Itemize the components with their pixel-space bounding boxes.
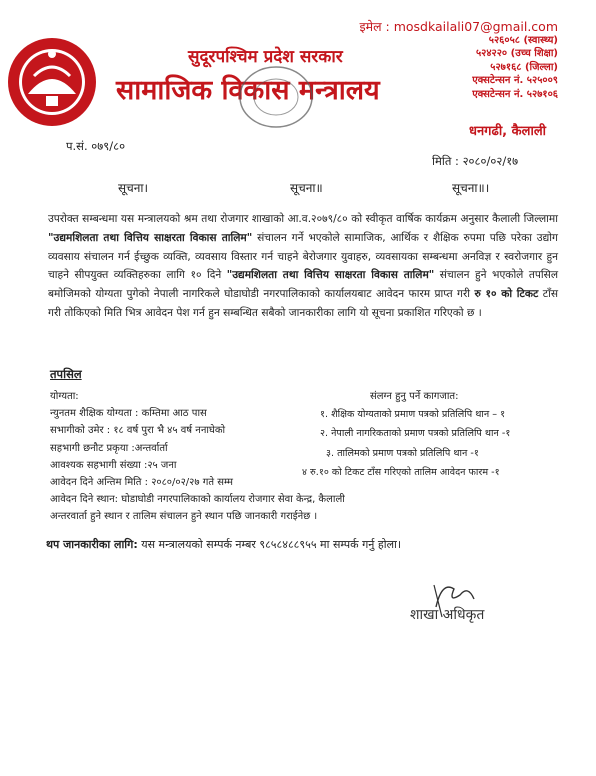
list-item: आवेदन दिने अन्तिम मिति : २०८०/०२/२७ गते सम्म — [50, 477, 233, 489]
list-item: १. शैक्षिक योग्यताको प्रमाण पत्रको प्रतिलिपि थान – १ — [320, 409, 506, 420]
body-text: संचालन हुने भएकोले तपसिल बमोजिमको योग्यता पुगेको नेपाली नागरिकले घोडाघोडी नगरपालिकाको कार्यालयबाट आवेदन फारम प्राप्त गरी — [48, 269, 559, 301]
email: इमेल : mosdkailali07@gmail.com — [359, 19, 558, 34]
government-emblem-logo — [6, 36, 98, 128]
list-item: ४ रु.१० को टिकट टाँस गरिएको तालिम आवेदन फारम -१ — [302, 466, 500, 478]
list-item: आवश्यक सहभागी संख्या :२५ जना — [50, 459, 177, 471]
contact-label: थप जानकारीका लागि: — [46, 538, 138, 551]
training-title: "उद्यमशिलता तथा वित्तिय साक्षरता विकास तालिम" — [226, 269, 435, 282]
notice-heading: सूचना। — [118, 181, 149, 195]
notice-body — [48, 210, 558, 323]
letter-date: मिति : २०८०/०२/१७ — [432, 154, 519, 168]
notice-heading: सूचना॥। — [452, 181, 490, 195]
ticket-fee: रु १० को टिकट — [474, 288, 539, 301]
office-stamp — [236, 62, 316, 132]
body-text: उपरोक्त सम्बन्धमा यस मन्त्रालयको श्रम तथा रोजगार शाखाको आ.व.२०७९/८० को स्वीकृत वार्षिक कार्यक्रम अनुसार कैलाली जिल्लामा — [48, 213, 558, 225]
requirements-list — [50, 388, 345, 526]
notice-heading: सूचना॥ — [290, 181, 323, 195]
extension: एक्सटेन्सन नं. ५२५००९ — [472, 75, 558, 86]
body-text: टाँस गरी तोकिएको मिति भित्र आवेदन पेश गर्न हुन सम्बन्धित सबैको जानकारीका लागि यो सूचना प्रकाशित गरिएको छ । — [48, 288, 559, 319]
contact-block — [359, 20, 558, 101]
list-item: २. नेपाली नागरिकताको प्रमाण पत्रको प्रतिलिपि थान -१ — [320, 428, 511, 440]
phone: ५२६०५८ (स्वास्थ्य) — [488, 34, 558, 46]
phone: ५२४२२० (उच्च शिक्षा) — [475, 48, 558, 59]
details-heading: तपसिल — [50, 367, 82, 381]
documents-heading: संलग्न हुनु पर्ने कागजात: — [370, 391, 459, 402]
documents-list — [302, 405, 510, 482]
signature — [398, 577, 558, 627]
list-item: न्युनतम शैक्षिक योग्यता : कम्तिमा आठ पास — [50, 408, 207, 420]
contact-info — [46, 537, 401, 552]
phone: ५२७१६८ (जिल्ला) — [490, 61, 558, 73]
office-location: धनगढी, कैलाली — [468, 124, 546, 139]
contact-text: यस मन्त्रालयको सम्पर्क नम्बर ९८५८४८८९५५ मा सम्पर्क गर्नु होला। — [137, 538, 402, 551]
list-item: सहभागी छनौट प्रकृया :अन्तर्वार्ता — [50, 442, 168, 454]
list-item: अन्तरवार्ता हुने स्थान र तालिम संचालन हुने स्थान पछि जानकारी गराईनेछ । — [50, 511, 318, 523]
list-item: ३. तालिमको प्रमाण पत्रको प्रतिलिपि थान -१ — [326, 447, 479, 459]
ministry-name: सामाजिक विकास मन्त्रालय — [116, 75, 380, 106]
list-item: सभागीको उमेर : १८ वर्ष पुरा भै ४५ वर्ष ननाघेको — [50, 425, 226, 437]
training-title: "उद्यमशिलता तथा वित्तिय साक्षरता विकास तालिम" — [48, 231, 253, 244]
extension: एक्सटेन्सन नं. ५२७१०६ — [472, 88, 558, 100]
body-text: संचालन गर्ने भएकोले सामाजिक, आर्थिक र शैक्षिक रुपमा पछि परेका उद्योग व्यवसाय संचालन गर्न ईच्छुक व्यक्ति, व्यवसाय विस्तार गर्न चाहने बेरोजगार युवाहरु, व्यवसायका सम्बन्धमा अनविज्ञ र स्वरोजगार हुन चाहने सीपयुक्त व्यक्तिहरुका लागि १० दिने — [48, 231, 558, 282]
reference-number: प.सं. ०७९/८० — [66, 139, 126, 153]
signatory-title: शाखा अधिकृत — [410, 607, 485, 623]
govt-name: सुदूरपश्चिम प्रदेश सरकार — [188, 47, 343, 67]
list-item: योग्यता: — [50, 391, 79, 402]
list-item: आवेदन दिने स्थान: घोडाघोडी नगरपालिकाको कार्यालय रोजगार सेवा केन्द्र, कैलाली — [50, 494, 345, 506]
